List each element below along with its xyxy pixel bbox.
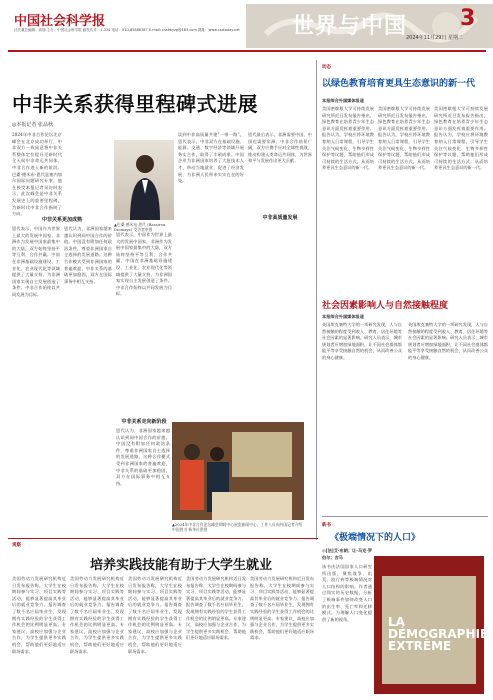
subhead-2: 中非高质量发展: [262, 215, 298, 221]
column-divider: [316, 60, 317, 540]
main-col2c: 恩代认为，非洲国家越来越认识到同中国合作的价值。中国没有附加任何政治条件，尊重非洲国家自主选择的发展道路。这种合作模式受到非洲国家的普遍欢迎，中非关系的基础更加稳固，双方在国际事务中相互支持。: [116, 428, 170, 486]
main-col3: 谈到中非高质量共建“一带一路”，恩代表示，中非双方在基础设施、能源、交通、数字经济等领域开展务实合作，取得了丰硕成果。中国企业为非洲国家培养了大批技术人才，带动当地就业，促进了经济发展，为非洲人民带来实实在在的好处。: [178, 132, 244, 184]
main-col2b: 恩代表示，中国作为世界上最大的发展中国家，非洲作为发展中国家最集中的大陆，双方始终坚持平等互利、合作共赢。中国在非洲基础设施建设、工业化、农业现代化等领域提供了大量支持，为非洲国家实现自主发展创造了条件。中非合作始终以共同发展为目标。: [116, 232, 172, 297]
book-text: 该书由法国国家人口研究所出版，聚焦战争、饥荒、流行病等极端情况对人口结构的影响。作者通过翔实的历史数据，分析了极端事件如何改变人口的出生率、死亡率和迁移模式，为理解人口变化提供了新的视角。: [322, 564, 372, 622]
main-headline: 中非关系获得里程碑式进展: [12, 92, 258, 116]
newspaper-logo: 中国社会科学报: [14, 14, 106, 29]
bottom-rule: [8, 538, 318, 539]
book-cover: [374, 556, 489, 694]
photo-caption-2: ▲2024年中非合作论坛峰会期间中心展览新闻中心，工作人员向外国记者介绍中国图书 新华社供图: [172, 522, 303, 532]
exhibition-scene-icon: [172, 422, 304, 520]
book-title: 《极端情况下的人口》: [330, 533, 421, 543]
sidebar-article2-col2: 英国埃克塞特大学的一项研究发现，人与自然接触的程度受到收入、教育、居住环境等社会因素的显著影响。研究人员表示，城市规划者应增加绿地面积，让不同社会群体都能平等享受接触自然的机会，从而改善公众的身心健康。: [408, 322, 488, 360]
person-portrait-icon: [128, 150, 162, 220]
photo-caption-1: ▲巴桑·德米布·恩代 (Bassirou Diomaye) 受访者供图: [114, 222, 166, 232]
sidebar-article2-byline: 本报综合外国媒体报道: [322, 314, 364, 319]
sidebar-article1-col3: 美国密歇根大学可持续发展研究所近日发布报告指出，绿色教育在培养青少年生态意识方面发挥着重要作用。报告认为，学校应将环境教育纳入日常课程，引导学生关注气候变化、生物多样性保护等议题，帮助他们形成可持续的生活方式，从而培养更具生态意识的新一代。: [434, 106, 488, 171]
subhead-3: 中非关系走向新阶段: [121, 419, 167, 425]
sidebar-tag: 动态: [322, 65, 331, 70]
bottom-col2: 美国劳动力发展研究机构近日发布报告称，大学生在校期间参与实习、项目实践等活动，能够显著提高其毕业后的就业竞争力。报告调查了数千名应届毕业生，发现拥有实践经验的学生获得工作机会的比例明显更高。专家建议，高校应加强与企业合作，为学生提供更多实践机会，帮助他们更好地适应职场需求。: [70, 576, 124, 654]
book-divider: [322, 516, 488, 517]
book-tag: 新书: [322, 523, 331, 528]
sidebar-article2-title: 社会因素影响人与自然接触程度: [322, 301, 449, 311]
bottom-col4: 美国劳动力发展研究机构近日发布报告称，大学生在校期间参与实习、项目实践等活动，能够显著提高其毕业后的就业竞争力。报告调查了数千名应届毕业生，发现拥有实践经验的学生获得工作机会的比例明显更高。专家建议，高校应加强与企业合作，为学生提供更多实践机会，帮助他们更好地适应职场需求。: [186, 576, 246, 641]
subhead-1: 中非关系更加成熟: [41, 217, 82, 223]
main-col1: 恩代表示，中国作为世界上最大的发展中国家，非洲作为发展中国家最集中的大陆，双方始终坚持平等互利、合作共赢。中国在非洲基础设施建设、工业化、农业现代化等领域提供了大量支持，为非洲国家实现自主发展创造了条件。中非合作始终以共同发展为目标。: [12, 226, 60, 297]
main-byline: ◎本报记者 张品秋: [12, 122, 53, 128]
sidebar-article1-col1: 美国密歇根大学可持续发展研究所近日发布报告指出，绿色教育在培养青少年生态意识方面发挥着重要作用。报告认为，学校应将环境教育纳入日常课程，引导学生关注气候变化、生物多样性保护等议题，帮助他们形成可持续的生活方式，从而培养更具生态意识的新一代。: [322, 106, 374, 171]
bottom-tag: 观察: [12, 543, 21, 548]
main-col2: 恩代认为，非洲国家越来越认识到同中国合作的价值。中国没有附加任何政治条件，尊重非洲国家自主选择的发展道路。这种合作模式受到非洲国家的普遍欢迎，中非关系的基础更加稳固，双方在国际事务中相互支持。: [64, 226, 112, 284]
book-authors: ◎[法]艾·布朗；让-马克·罗伯尔；吉马: [322, 548, 372, 560]
book-cover-title: LA DÉMOGRAPHIE EXTRÊME: [388, 615, 489, 653]
sidebar-article1-col2: 美国密歇根大学可持续发展研究所近日发布报告指出，绿色教育在培养青少年生态意识方面发挥着重要作用。报告认为，学校应将环境教育纳入日常课程，引导学生关注气候变化、生物多样性保护等议题，帮助他们形成可持续的生活方式，从而培养更具生态意识的新一代。: [378, 106, 430, 171]
sidebar-article2-col1: 英国埃克塞特大学的一项研究发现，人与自然接触的程度受到收入、教育、居住环境等社会因素的显著影响。研究人员表示，城市规划者应增加绿地面积，让不同社会群体都能平等享受接触自然的机会，从而改善公众的身心健康。: [322, 322, 402, 360]
exhibition-photo: [172, 422, 304, 520]
bottom-col5: 美国劳动力发展研究机构近日发布报告称，大学生在校期间参与实习、项目实践等活动，能够显著提高其毕业后的就业竞争力。报告调查了数千名应届毕业生，发现拥有实践经验的学生获得工作机会的比例明显更高。专家建议，高校应加强与企业合作，为学生提供更多实践机会，帮助他们更好地适应职场需求。: [250, 576, 314, 641]
bottom-col3: 美国劳动力发展研究机构近日发布报告称，大学生在校期间参与实习、项目实践等活动，能够显著提高其毕业后的就业竞争力。报告调查了数千名应届毕业生，发现拥有实践经验的学生获得工作机会的比例明显更高。专家建议，高校应加强与企业合作，为学生提供更多实践机会，帮助他们更好地适应职场需求。: [128, 576, 182, 654]
masthead-rule: [8, 50, 486, 52]
bottom-headline: 培养实践技能有助于大学生就业: [90, 558, 273, 573]
main-col4: 恩代最后表示，非洲需要中国，中国也需要非洲。中非合作前景广阔，双方应携手应对全球性挑战，推动构建人类命运共同体，为世界和平与发展作出更大贡献。: [248, 132, 312, 164]
bottom-col1: 美国劳动力发展研究机构近日发布报告称，大学生在校期间参与实习、项目实践等活动，能够显著提高其毕业后的就业竞争力。报告调查了数千名应届毕业生，发现拥有实践经验的学生获得工作机会的比例明显更高。专家建议，高校应加强与企业合作，为学生提供更多实践机会，帮助他们更好地适应职场需求。: [12, 576, 66, 654]
sidebar-article1-title: 以绿色教育培育更具生态意识的新一代: [322, 79, 476, 89]
page-number: 3: [460, 6, 476, 31]
issue-date: 2024年11月29日 星期二: [406, 35, 464, 41]
sidebar-article1-byline: 本报综合外国媒体报道: [322, 98, 364, 103]
main-col1-top: 2024年中非合作论坛北京峰会在北京成功举行，中非双方一致同意将中非关系整体定位提升至新时代全天候中非命运共同体，中非合作进入新的阶段。巴桑·德米布·恩代是塞内加尔国际问题研究专家，他在接受本报记者采访时表示，此次峰会是中非关系发展史上的重要里程碑，为新时代中非合作指明了方向。: [12, 132, 62, 217]
masthead-info: 社长兼总编辑：高翔 主办：中国社会科学院 邮发代号：1-334 电话：010-85886387 E-mail: csstwyzg@163.com 网址：www.csstoday.net: [14, 28, 240, 32]
section-title: 世界与中国: [292, 14, 408, 39]
